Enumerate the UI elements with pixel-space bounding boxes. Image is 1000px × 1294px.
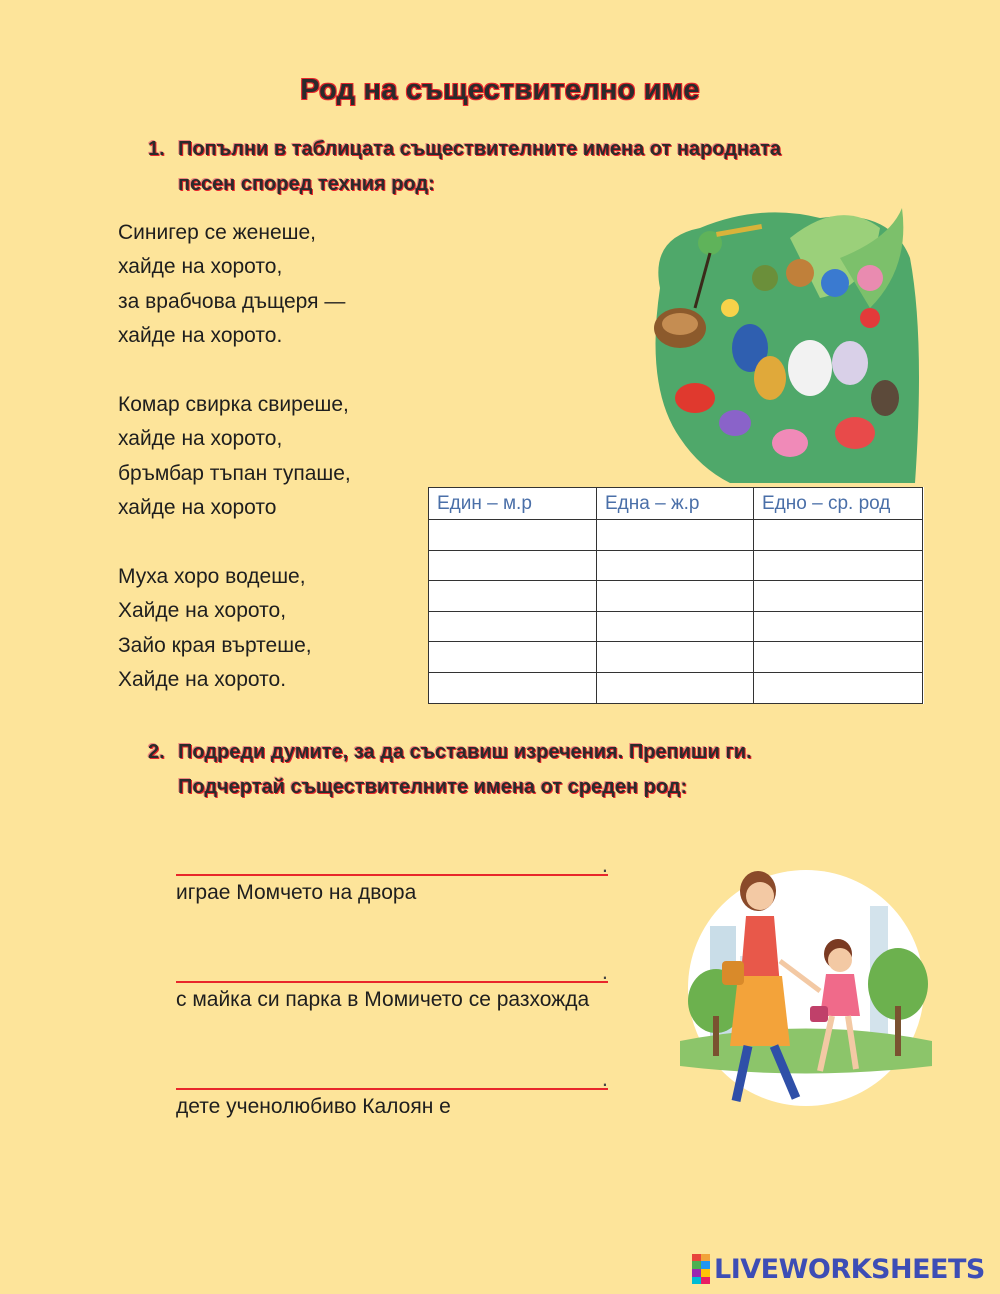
poem-line: хайде на хорото,: [118, 255, 283, 279]
noun-gender-table: [428, 487, 923, 704]
gender-table-container: [428, 487, 924, 704]
poem-line: Комар свирка свиреше,: [118, 392, 349, 416]
sentence-period: .: [601, 959, 608, 984]
task-1-number: 1.: [148, 138, 165, 160]
answer-cell[interactable]: [597, 550, 754, 581]
mother-daughter-walk-illustration: [670, 866, 942, 1122]
answer-cell[interactable]: [754, 611, 923, 642]
poem-line: Зайо края въртеше,: [118, 633, 312, 657]
answer-cell[interactable]: [597, 642, 754, 673]
poem-line: Хайде на хорото.: [118, 668, 287, 692]
poem-line: Муха хоро водеше,: [118, 564, 306, 588]
table-row: [429, 642, 923, 673]
answer-line-3[interactable]: [176, 1060, 608, 1090]
answer-cell[interactable]: [754, 642, 923, 673]
answer-cell[interactable]: [754, 581, 923, 612]
scrambled-sentence-2: с майка си парка в Момичето се разхожда: [176, 988, 590, 1011]
answer-cell[interactable]: [429, 672, 597, 703]
answer-cell[interactable]: [754, 520, 923, 551]
table-row: [429, 672, 923, 703]
task-2-instruction: [148, 735, 908, 805]
answer-cell[interactable]: [597, 581, 754, 612]
answer-cell[interactable]: [429, 611, 597, 642]
poem-line: бръмбар тъпан тупаше,: [118, 461, 351, 485]
sentence-period: .: [601, 852, 608, 877]
task-1-line-1: Попълни в таблицата съществителните имена от народната: [178, 138, 782, 160]
header-neuter: Едно – ср. род: [754, 488, 923, 520]
poem-line: за врабчова дъщеря —: [118, 289, 346, 313]
folk-song-poem: [118, 216, 351, 697]
answer-cell[interactable]: [429, 520, 597, 551]
table-row: [429, 611, 923, 642]
scrambled-sentence-3: дете ученолюбиво Калоян е: [176, 1095, 451, 1118]
task-2-line-2: Подчертай съществителните имена от среден род:: [178, 776, 688, 798]
table-row: [429, 550, 923, 581]
answer-line-2[interactable]: [176, 953, 608, 983]
poem-line: хайде на хорото,: [118, 427, 283, 451]
answer-cell[interactable]: [754, 672, 923, 703]
task-1-instruction: [148, 132, 908, 202]
liveworksheets-logo-icon: [692, 1254, 710, 1284]
liveworksheets-wordmark[interactable]: LIVEWORKSHEETS: [714, 1253, 985, 1285]
answer-cell[interactable]: [597, 520, 754, 551]
table-header-row: [429, 488, 923, 520]
task-2-line-1: Подреди думите, за да съставиш изречения. Препиши ги.: [178, 741, 752, 763]
poem-line: хайде на хорото: [118, 496, 277, 520]
answer-cell[interactable]: [754, 550, 923, 581]
insect-wedding-illustration: [640, 198, 920, 483]
task-1-line-2: песен според техния род:: [178, 173, 435, 195]
answer-cell[interactable]: [429, 581, 597, 612]
header-feminine: Една – ж.р: [597, 488, 754, 520]
scrambled-sentence-1: играе Момчето на двора: [176, 881, 417, 904]
table-row: [429, 581, 923, 612]
poem-line: Хайде на хорото,: [118, 599, 287, 623]
answer-cell[interactable]: [429, 550, 597, 581]
header-masculine: Един – м.р: [429, 488, 597, 520]
answer-cell[interactable]: [429, 642, 597, 673]
poem-line: хайде на хорото.: [118, 324, 283, 348]
answer-cell[interactable]: [597, 672, 754, 703]
sentence-period: .: [601, 1066, 608, 1091]
page-title: Род на съществително име: [300, 74, 700, 106]
poem-line: Синигер се женеше,: [118, 221, 316, 244]
answer-line-1[interactable]: [176, 846, 608, 876]
liveworksheets-brand: [692, 1252, 985, 1286]
table-row: [429, 520, 923, 551]
answer-cell[interactable]: [597, 611, 754, 642]
task-2-number: 2.: [148, 741, 165, 763]
